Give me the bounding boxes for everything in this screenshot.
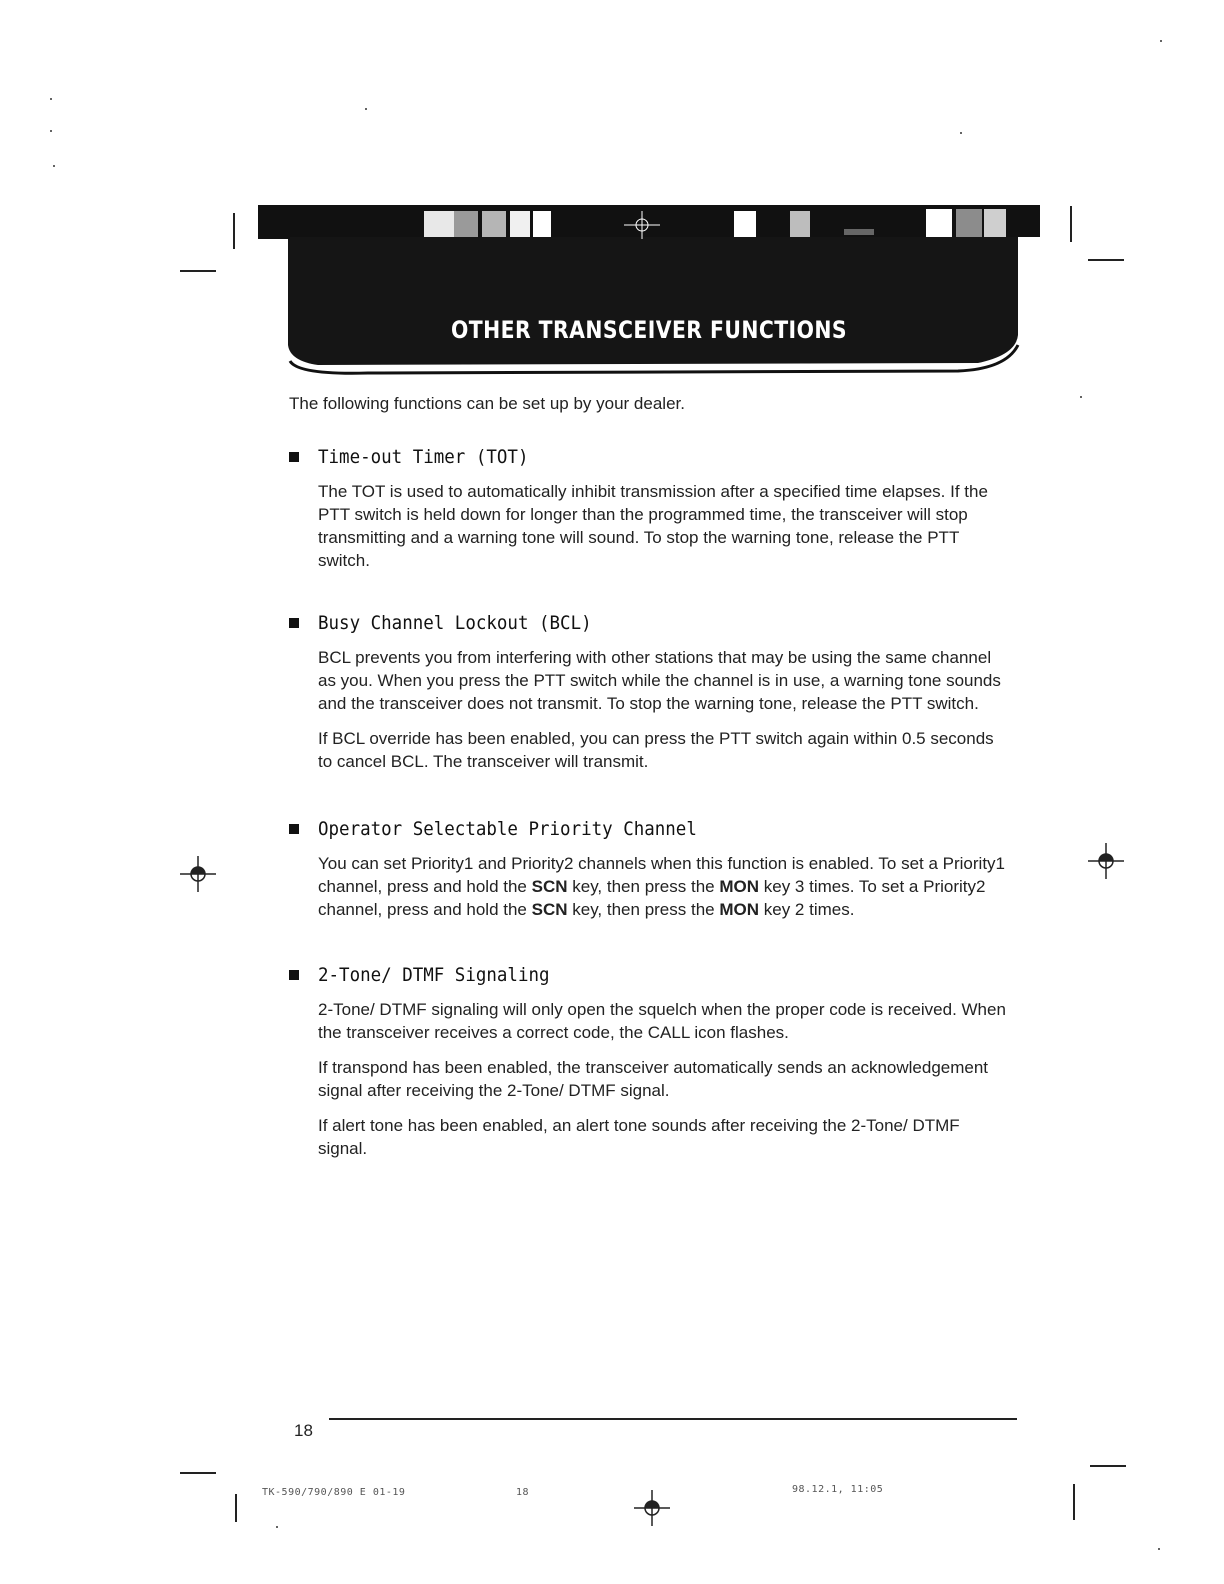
crop-mark-bottom-right-horizontal (1090, 1465, 1126, 1467)
print-page: 18 (516, 1487, 530, 1498)
crop-mark-top-left-vertical (233, 213, 235, 249)
section-heading (289, 444, 1029, 470)
section-paragraph: If BCL override has been enabled, you can press the PTT switch again within 0.5 seconds to cancel BCL. The transceiver will transmit. (318, 729, 994, 771)
page-number: 18 (294, 1421, 313, 1440)
scan-speck (1158, 1548, 1160, 1550)
registration-mark-right-icon (1088, 843, 1124, 879)
square-bullet-icon (289, 618, 299, 628)
square-bullet-icon (289, 824, 299, 834)
section-heading (289, 610, 1029, 636)
header-banner (258, 205, 1040, 375)
scan-speck (1080, 396, 1082, 398)
print-code: TK-590/790/890 E 01-19 (262, 1487, 406, 1498)
paragraph-text: key, then press the (567, 877, 720, 896)
section-paragraph: If transpond has been enabled, the transceiver automatically sends an acknowledgement signal after receiving the 2-Tone/ DTMF signal. (318, 1058, 989, 1100)
paragraph-text: key 2 times. (759, 900, 855, 919)
section-heading (289, 816, 1029, 842)
key-name-scn: SCN (531, 877, 568, 896)
section-title: Busy Channel Lockout (BCL) (318, 612, 592, 634)
registration-mark-left-icon (180, 856, 216, 892)
crop-mark-bottom-right-vertical (1073, 1484, 1075, 1520)
key-name-scn: SCN (531, 900, 568, 919)
square-bullet-icon (289, 452, 299, 462)
crop-mark-bottom-left-vertical (235, 1494, 237, 1522)
print-timestamp: 98.12.1, 11:05 (792, 1484, 884, 1495)
key-name-mon: MON (719, 877, 760, 896)
paragraph-text: You can set Priority1 and Priority2 channels when this function is enabled. To set a Priority1 channel, press and hold the (318, 854, 1005, 896)
section-busy-channel-lockout (289, 610, 1029, 785)
section-title: 2-Tone/ DTMF Signaling (318, 964, 550, 986)
scan-speck (960, 132, 962, 134)
section-priority-channel (289, 816, 1029, 933)
section-title: Operator Selectable Priority Channel (318, 818, 697, 840)
scan-speck (365, 108, 367, 110)
intro-text: The following functions can be set up by your dealer. (289, 394, 685, 413)
key-name-mon: MON (719, 900, 760, 919)
crop-mark-top-left-horizontal (180, 270, 216, 272)
banner-shape (258, 205, 1040, 375)
section-paragraph: The TOT is used to automatically inhibit transmission after a specified time elapses. If the PTT switch is held down for longer than the programmed time, the transceiver will stop transmitting and a warning tone will sound. To stop the warning tone, release the PTT switch. (318, 482, 988, 570)
section-paragraph (318, 852, 1008, 921)
section-2-tone-dtmf-signaling (289, 962, 1029, 1172)
section-title: Time-out Timer (TOT) (318, 446, 529, 468)
crop-mark-bottom-left-horizontal (180, 1472, 216, 1474)
paragraph-text: key, then press the (567, 900, 720, 919)
crop-mark-top-right-vertical (1070, 206, 1072, 242)
section-paragraph: 2-Tone/ DTMF signaling will only open the squelch when the proper code is received. When the transceiver receives a correct code, the CALL icon flashes. (318, 1000, 1006, 1042)
scan-speck (1160, 40, 1162, 42)
paragraph-text: key 3 times. To set a Priority2 channel, press and hold the (318, 877, 986, 919)
footer-rule (329, 1418, 1017, 1420)
scan-speck (276, 1526, 278, 1528)
scan-speck (50, 98, 52, 100)
page-title: OTHER TRANSCEIVER FUNCTIONS (451, 316, 847, 344)
section-heading (289, 962, 1029, 988)
registration-mark-bottom-icon (634, 1490, 670, 1526)
crop-mark-top-right-horizontal (1088, 259, 1124, 261)
section-paragraph: BCL prevents you from interfering with other stations that may be using the same channel as you. When you press the PTT switch while the channel is in use, a warning tone sounds and the transceiver does not transmit. To stop the warning tone, release the PTT switch. (318, 648, 1001, 713)
scan-speck (53, 165, 55, 167)
section-time-out-timer (289, 444, 1029, 584)
square-bullet-icon (289, 970, 299, 980)
section-paragraph: If alert tone has been enabled, an alert tone sounds after receiving the 2-Tone/ DTMF signal. (318, 1116, 960, 1158)
scan-speck (50, 130, 52, 132)
